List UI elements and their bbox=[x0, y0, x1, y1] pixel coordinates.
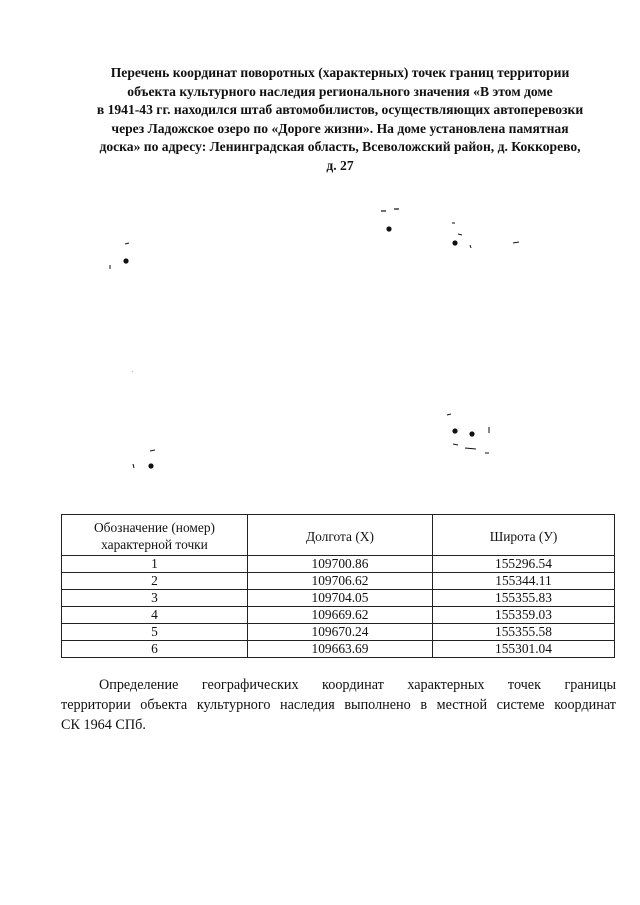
cell-x: 109706.62 bbox=[248, 573, 433, 590]
cell-point: 6 bbox=[62, 641, 248, 658]
cell-x: 109669.62 bbox=[248, 607, 433, 624]
cell-x: 109704.05 bbox=[248, 590, 433, 607]
scan-speck bbox=[458, 234, 462, 235]
boundary-point-marker bbox=[123, 258, 128, 263]
cell-point: 4 bbox=[62, 607, 248, 624]
table-row bbox=[62, 641, 615, 658]
table-row bbox=[62, 556, 615, 573]
scan-speck bbox=[447, 414, 451, 415]
note-line-2: территории объекта культурного наследия выполнено в местной системе координат bbox=[61, 697, 616, 713]
scan-speck bbox=[453, 444, 458, 445]
table-row bbox=[62, 624, 615, 641]
note-line-1: Определение географических координат характерных точек границы bbox=[99, 677, 616, 693]
cell-x: 109663.69 bbox=[248, 641, 433, 658]
boundary-scheme bbox=[0, 195, 640, 495]
title-line-6: д. 27 bbox=[326, 157, 354, 173]
cell-y: 155301.04 bbox=[433, 641, 615, 658]
document-title bbox=[60, 64, 620, 176]
cell-point: 5 bbox=[62, 624, 248, 641]
table-row bbox=[62, 573, 615, 590]
cell-y: 155344.11 bbox=[433, 573, 615, 590]
header-point-number: Обозначение (номер) характерной точки bbox=[62, 515, 248, 556]
header-latitude-y: Широта (У) bbox=[433, 515, 615, 556]
scan-speck bbox=[133, 464, 134, 468]
table-row bbox=[62, 607, 615, 624]
cell-y: 155296.54 bbox=[433, 556, 615, 573]
boundary-point-marker bbox=[148, 463, 153, 468]
cell-point: 1 bbox=[62, 556, 248, 573]
title-line-2: объекта культурного наследия регионального значения «В этом доме bbox=[127, 83, 553, 99]
cell-x: 109670.24 bbox=[248, 624, 433, 641]
title-line-1: Перечень координат поворотных (характерных) точек границ территории bbox=[110, 65, 570, 80]
title-line-5: доска» по адресу: Ленинградская область, Всеволожский район, д. Коккорево, bbox=[99, 139, 581, 155]
boundary-point-marker bbox=[469, 431, 474, 436]
table-header-row bbox=[62, 515, 615, 556]
scan-speck bbox=[150, 450, 155, 451]
scan-speck bbox=[132, 371, 133, 372]
note-line-3: СК 1964 СПб. bbox=[61, 717, 146, 733]
cell-y: 155355.83 bbox=[433, 590, 615, 607]
cell-point: 3 bbox=[62, 590, 248, 607]
title-line-4: через Ладожское озеро по «Дороге жизни». На доме установлена памятная bbox=[111, 120, 569, 136]
boundary-point-marker bbox=[452, 240, 457, 245]
cell-x: 109700.86 bbox=[248, 556, 433, 573]
cell-y: 155359.03 bbox=[433, 607, 615, 624]
boundary-point-marker bbox=[386, 226, 391, 231]
header-longitude-x: Долгота (X) bbox=[248, 515, 433, 556]
scan-speck bbox=[470, 245, 471, 248]
cell-y: 155355.58 bbox=[433, 624, 615, 641]
scan-speck bbox=[465, 448, 476, 449]
coordinate-system-note bbox=[61, 675, 616, 735]
table-row bbox=[62, 590, 615, 607]
cell-point: 2 bbox=[62, 573, 248, 590]
title-line-3: в 1941-43 гг. находился штаб автомобилистов, осуществляющих автоперевозки bbox=[96, 102, 584, 118]
scan-speck bbox=[125, 243, 129, 244]
boundary-point-marker bbox=[452, 428, 457, 433]
coordinates-table bbox=[61, 514, 615, 658]
scan-speck bbox=[513, 242, 519, 243]
